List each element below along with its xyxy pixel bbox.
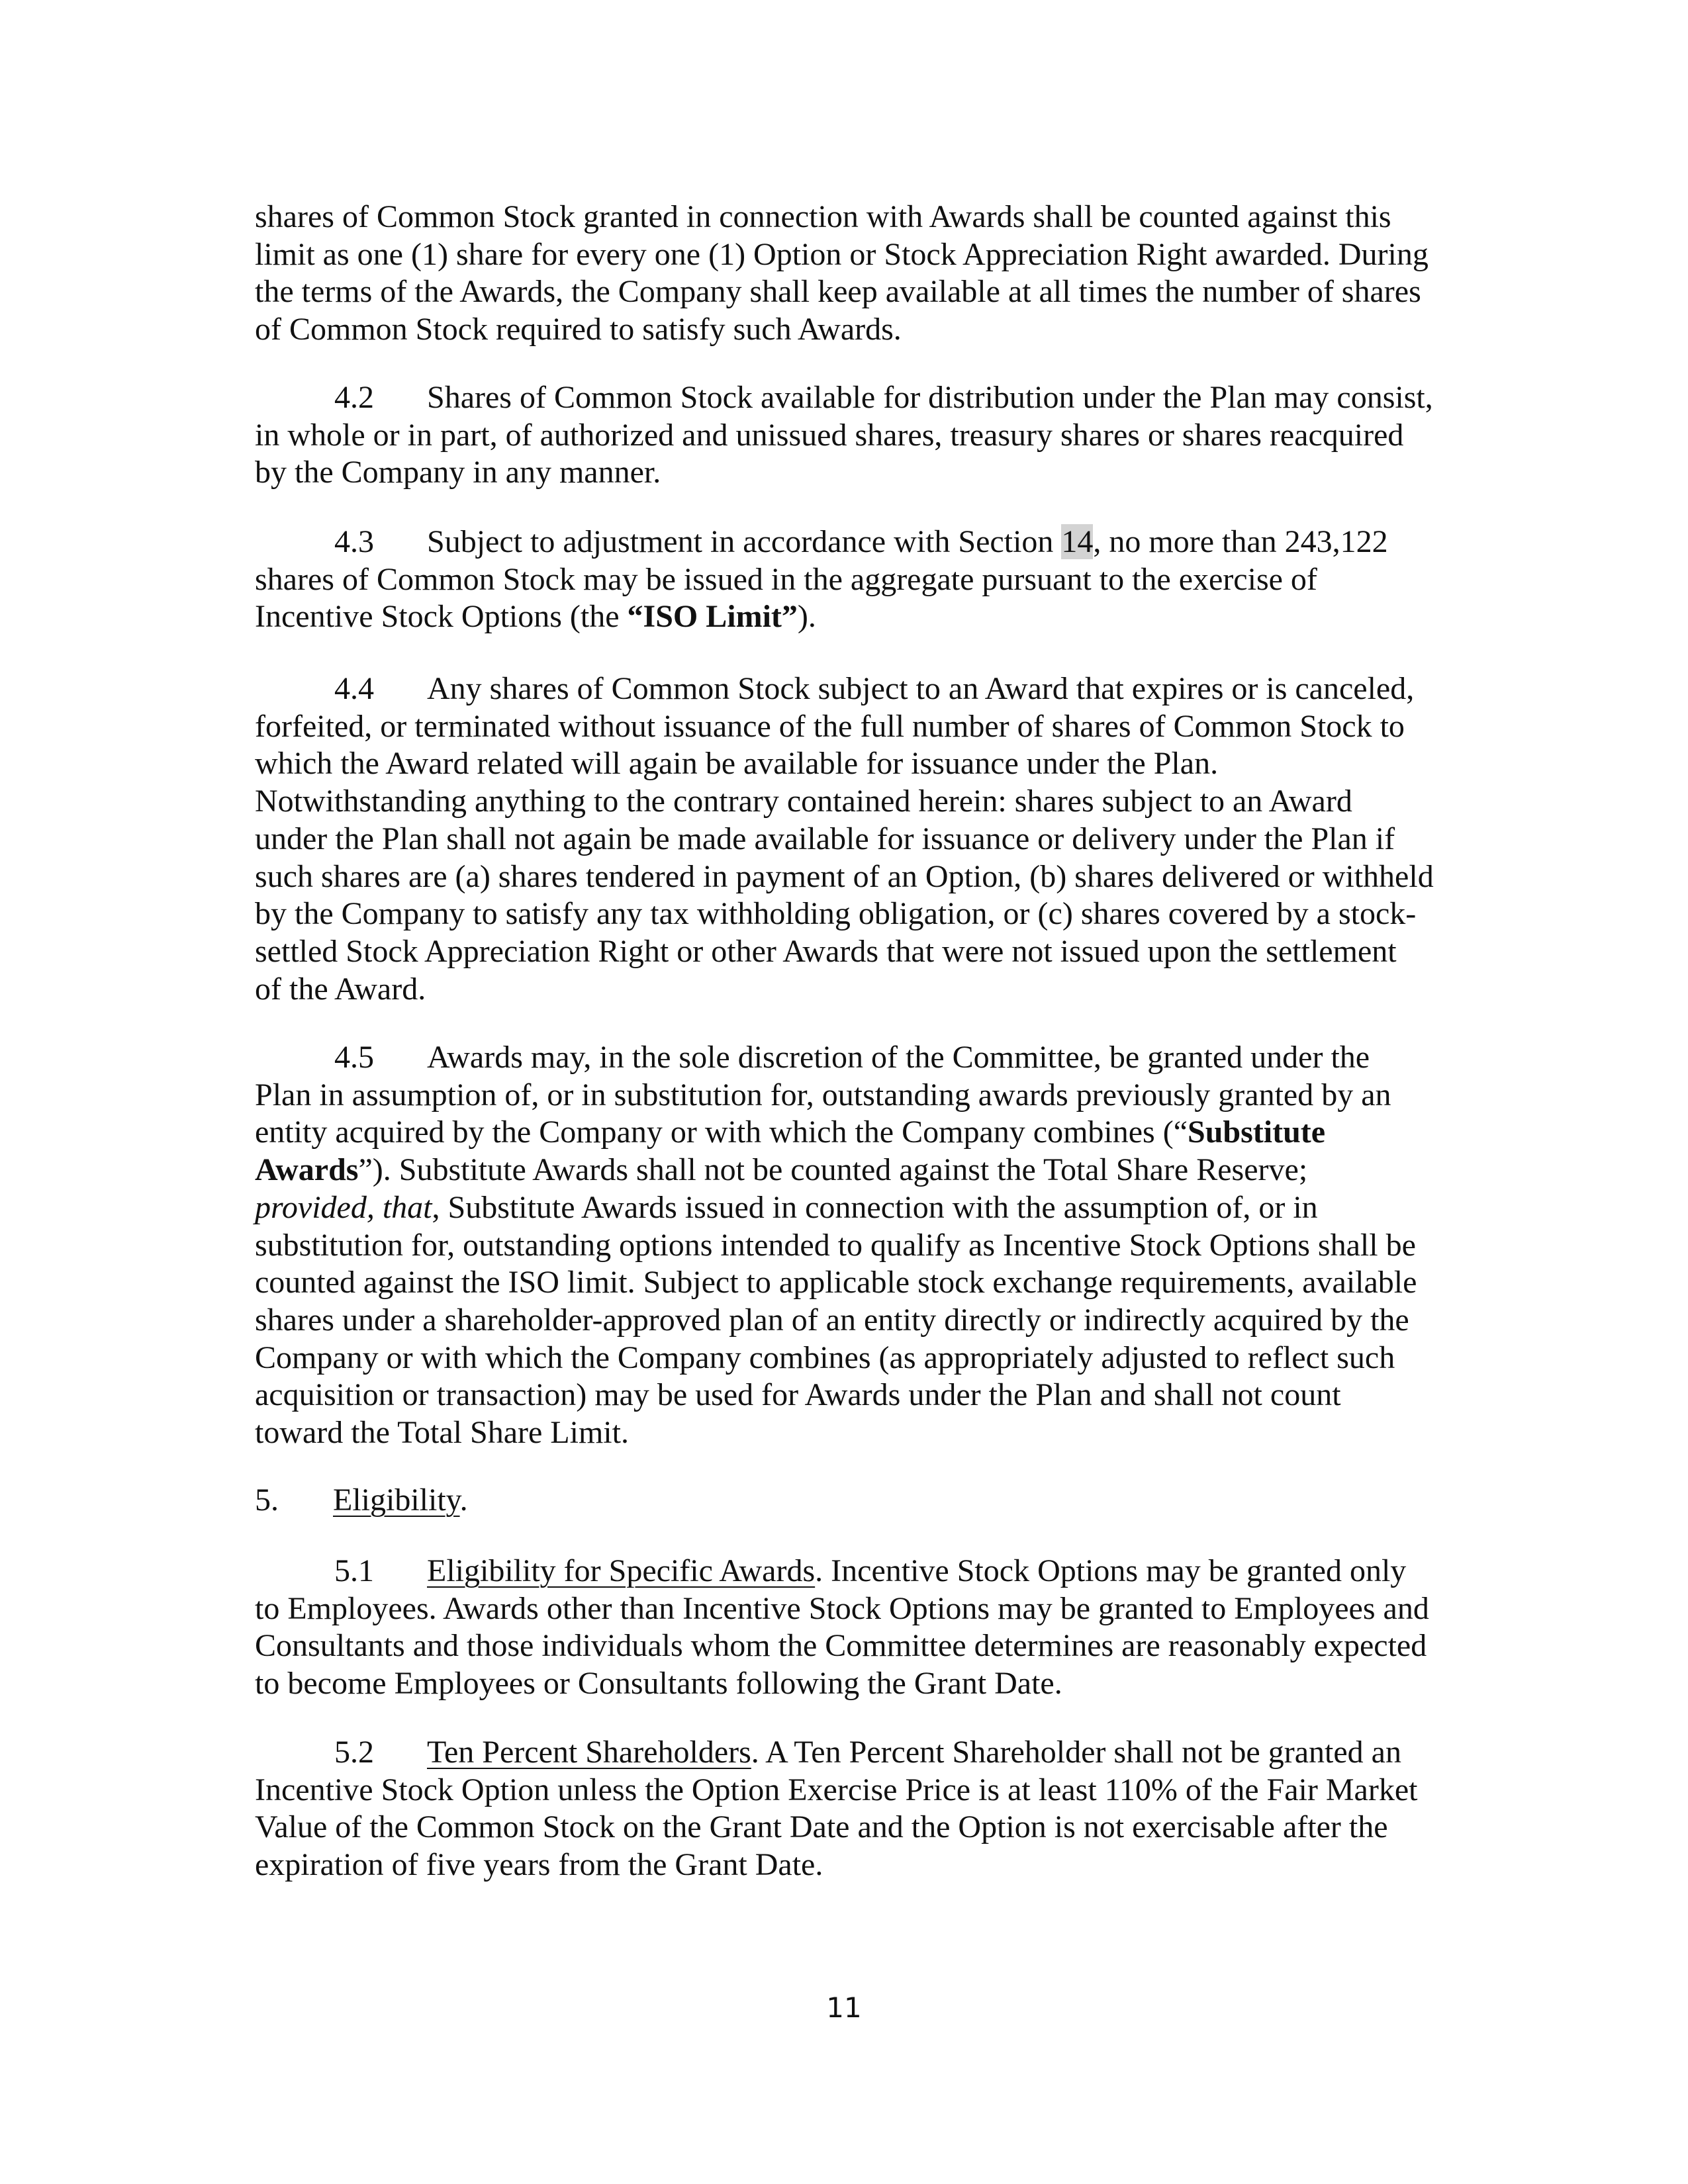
- text-line: Company or with which the Company combines (as appropriately adjusted to reflect such: [255, 1340, 1395, 1375]
- section-number: 4.3: [334, 524, 374, 559]
- section-number: 5.: [255, 1482, 279, 1518]
- proviso-text: provided, that: [255, 1189, 432, 1225]
- text-line: shares of Common Stock may be issued in the aggregate pursuant to the exercise of: [255, 561, 1317, 597]
- defined-term: Substitute: [1188, 1115, 1326, 1150]
- text-line: entity acquired by the Company or with which the Company combines (“Substitute: [255, 1115, 1326, 1150]
- section-5-heading: [255, 1482, 1473, 1520]
- text-line: which the Award related will again be available for issuance under the Plan.: [255, 746, 1219, 782]
- section-4-3: [255, 523, 1473, 636]
- paragraph-continuation: [255, 199, 1473, 349]
- text-line: forfeited, or terminated without issuance of the full number of shares of Common Stock to: [255, 708, 1405, 744]
- section-heading: Ten Percent Shareholders: [427, 1735, 751, 1770]
- section-5-1: [255, 1553, 1473, 1703]
- text-line: 4.5 Awards may, in the sole discretion of the Committee, be granted under the: [255, 1039, 1473, 1077]
- section-number: 5.1: [334, 1553, 374, 1588]
- text-line: expiration of five years from the Grant Date.: [255, 1847, 823, 1883]
- text-line: Notwithstanding anything to the contrary contained herein: shares subject to an Award: [255, 784, 1352, 819]
- section-4-5: [255, 1039, 1473, 1452]
- section-number: 4.4: [334, 671, 374, 706]
- page-number: 11: [826, 1991, 862, 2024]
- text-line: under the Plan shall not again be made available for issuance or delivery under the Plan if: [255, 821, 1395, 856]
- text-line: Incentive Stock Options (the “ISO Limit”).: [255, 599, 816, 635]
- defined-term: Awards: [255, 1152, 359, 1188]
- text-line: Plan in assumption of, or in substitution for, outstanding awards previously granted by an: [255, 1077, 1391, 1113]
- text-line: of Common Stock required to satisfy such Awards.: [255, 312, 902, 347]
- text-line: such shares are (a) shares tendered in payment of an Option, (b) shares delivered or withheld: [255, 858, 1434, 894]
- text-line: toward the Total Share Limit.: [255, 1415, 629, 1451]
- text-line: 4.2 Shares of Common Stock available for distribution under the Plan may consist,: [255, 379, 1473, 417]
- text-line: 4.4 Any shares of Common Stock subject to an Award that expires or is canceled,: [255, 670, 1473, 708]
- defined-term: “ISO Limit”: [627, 599, 798, 635]
- text-line: 4.3 Subject to adjustment in accordance with Section 14, no more than 243,122: [255, 523, 1473, 561]
- text-line: in whole or in part, of authorized and unissued shares, treasury shares or shares reacquired: [255, 417, 1404, 453]
- section-5-2: [255, 1734, 1473, 1884]
- text-line: limit as one (1) share for every one (1) Option or Stock Appreciation Right awarded. During: [255, 236, 1429, 272]
- text-line: 5. Eligibility.: [255, 1482, 1473, 1520]
- text-line: to become Employees or Consultants following the Grant Date.: [255, 1666, 1062, 1702]
- text-line: Awards”). Substitute Awards shall not be counted against the Total Share Reserve;: [255, 1152, 1308, 1188]
- text-line: Incentive Stock Option unless the Option Exercise Price is at least 110% of the Fair Market: [255, 1772, 1418, 1807]
- text-line: by the Company in any manner.: [255, 455, 661, 490]
- text-line: shares under a shareholder-approved plan of an entity directly or indirectly acquired by the: [255, 1302, 1409, 1338]
- text-line: shares of Common Stock granted in connection with Awards shall be counted against this: [255, 199, 1391, 234]
- text-line: by the Company to satisfy any tax withholding obligation, or (c) shares covered by a stock-: [255, 896, 1417, 932]
- text-line: provided, that, Substitute Awards issued in connection with the assumption of, or in: [255, 1189, 1318, 1225]
- section-4-4: [255, 670, 1473, 1008]
- section-heading: Eligibility: [333, 1482, 460, 1518]
- text-line: 5.1 Eligibility for Specific Awards. Incentive Stock Options may be granted only: [255, 1553, 1473, 1590]
- text-line: counted against the ISO limit. Subject to applicable stock exchange requirements, available: [255, 1265, 1417, 1300]
- text-line: to Employees. Awards other than Incentive Stock Options may be granted to Employees and: [255, 1590, 1429, 1626]
- text-line: of the Award.: [255, 971, 426, 1007]
- text-line: Consultants and those individuals whom the Committee determines are reasonably expected: [255, 1628, 1427, 1664]
- section-number: 4.2: [334, 380, 374, 415]
- section-reference-link[interactable]: 14: [1061, 524, 1094, 559]
- section-4-2: [255, 379, 1473, 492]
- text-line: the terms of the Awards, the Company shall keep available at all times the number of shares: [255, 274, 1421, 310]
- text-line: Value of the Common Stock on the Grant Date and the Option is not exercisable after the: [255, 1809, 1388, 1845]
- section-number: 5.2: [334, 1735, 374, 1770]
- section-number: 4.5: [334, 1040, 374, 1075]
- text-line: 5.2 Ten Percent Shareholders. A Ten Percent Shareholder shall not be granted an: [255, 1734, 1473, 1772]
- section-heading: Eligibility for Specific Awards: [427, 1553, 816, 1588]
- text-line: acquisition or transaction) may be used for Awards under the Plan and shall not count: [255, 1377, 1341, 1413]
- text-line: substitution for, outstanding options intended to qualify as Incentive Stock Options shall be: [255, 1227, 1416, 1263]
- text-line: settled Stock Appreciation Right or other Awards that were not issued upon the settlement: [255, 933, 1397, 969]
